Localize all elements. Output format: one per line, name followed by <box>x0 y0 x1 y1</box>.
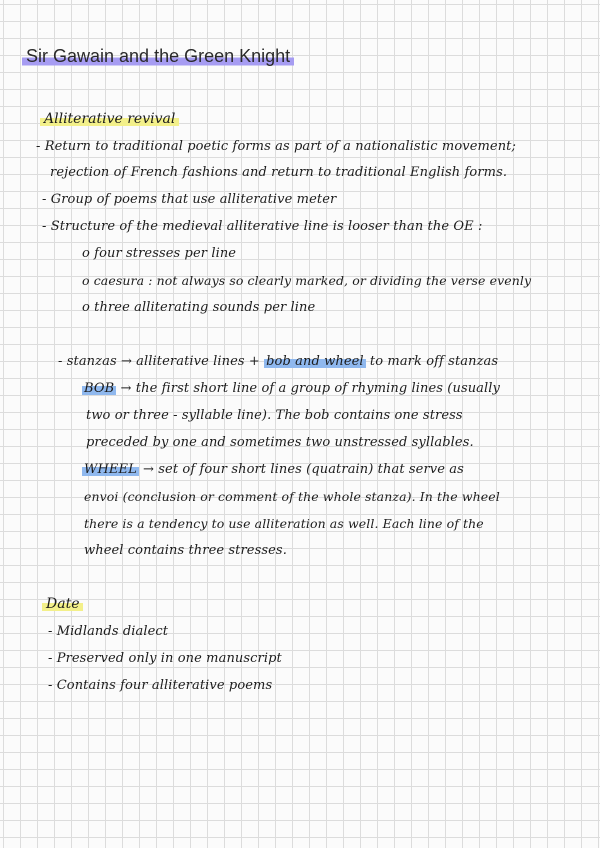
note-line: - Group of poems that use alliterative meter <box>42 192 337 207</box>
bob-text: → the first short line of a group of rhyming lines (usually <box>116 381 500 396</box>
stanza-line <box>58 354 498 369</box>
page-title: Sir Gawain and the Green Knight <box>22 46 294 67</box>
wheel-label-highlight: WHEEL <box>84 462 137 477</box>
note-line: - Structure of the medieval alliterative line is looser than the OE : <box>42 219 483 234</box>
wheel-definition-line <box>82 462 464 477</box>
note-line: - Return to traditional poetic forms as part of a nationalistic movement; <box>36 139 516 154</box>
note-line: two or three - syllable line). The bob contains one stress <box>86 408 463 423</box>
note-line: - Contains four alliterative poems <box>48 678 273 693</box>
note-line: - Preserved only in one manuscript <box>48 651 282 666</box>
note-line: preceded by one and sometimes two unstressed syllables. <box>86 435 474 450</box>
note-line: there is a tendency to use alliteration as well. Each line of the <box>84 516 484 531</box>
note-line: rejection of French fashions and return to traditional English forms. <box>50 165 508 180</box>
note-line: wheel contains three stresses. <box>84 543 287 558</box>
bob-definition-line <box>82 381 500 396</box>
note-subitem: o three alliterating sounds per line <box>82 300 316 315</box>
stanza-prefix: - stanzas → alliterative lines + <box>58 354 265 369</box>
note-line: envoi (conclusion or comment of the whole stanza). In the wheel <box>84 489 500 504</box>
note-line: - Midlands dialect <box>48 624 169 639</box>
wheel-text: → set of four short lines (quatrain) that serve as <box>138 462 464 477</box>
section-heading-alliterative-revival: Alliterative revival <box>40 111 179 127</box>
note-subitem: o four stresses per line <box>82 246 237 261</box>
section-heading-date: Date <box>42 596 83 612</box>
note-subitem: o caesura : not always so clearly marked, or dividing the verse evenly <box>82 273 532 288</box>
bob-and-wheel-highlight: bob and wheel <box>266 354 364 369</box>
stanza-suffix: to mark off stanzas <box>365 354 499 369</box>
bob-label-highlight: BOB <box>84 381 115 396</box>
